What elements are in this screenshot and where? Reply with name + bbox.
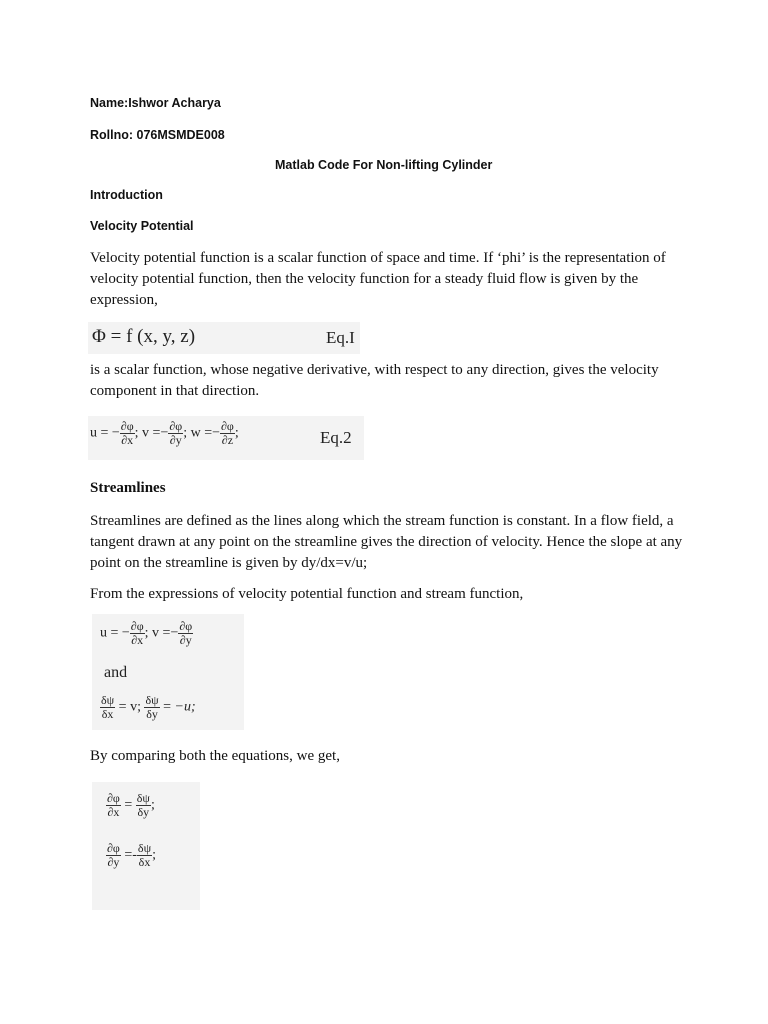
equation-2: u = − $\frac{\partial\varphi}{\partial x}$ ; v =− $\frac{\partial\varphi}{\partial y}$ ; w =− $\frac{\partial\varphi}{\partial z}$ ;	[90, 419, 239, 447]
comparing-paragraph: By comparing both the equations, we get,	[90, 748, 340, 764]
expressions-paragraph: From the expressions of velocity potential function and stream function,	[90, 586, 524, 602]
streamlines-paragraph: Streamlines are defined as the lines along which the stream function is constant. In a flow field, a tangent drawn at any point on the streamline gives the direction of velocity. Hence the slope at any point on the streamline is given by dy/dx=v/u;	[90, 513, 683, 571]
roll-number: Rollno: 076MSMDE008	[90, 128, 225, 142]
scalar-function-paragraph: is a scalar function, whose negative derivative, with respect to any direction, gives the velocity component in that direction.	[90, 362, 659, 399]
equation-3-image	[92, 614, 244, 730]
document-title: Matlab Code For Non-lifting Cylinder	[275, 158, 493, 172]
author-name: Name:Ishwor Acharya	[90, 96, 221, 110]
equation-1-label: Eq.I	[326, 328, 355, 347]
equation-4-second: $\frac{\partial\varphi}{\partial y}$ =- $\frac{\delta\psi}{\delta x}$ ;	[107, 841, 156, 869]
equation-4-image	[92, 782, 200, 910]
velocity-potential-paragraph: Velocity potential function is a scalar function of space and time. If ‘phi’ is the representation of velocity potential function, then the velocity function for a steady fluid flow is given by the expression,	[90, 250, 666, 308]
heading-velocity-potential: Velocity Potential	[90, 219, 194, 233]
and-word: and	[104, 664, 128, 681]
heading-streamlines: Streamlines	[90, 480, 166, 496]
equation-1-image	[88, 322, 360, 354]
equation-4-first: $\frac{\partial\varphi}{\partial x}$ = $\frac{\delta\psi}{\delta y}$ ;	[107, 791, 155, 819]
equation-3-stream: $\frac{\delta\psi}{\delta x}$ = v; $\frac{\delta\psi}{\delta y}$ = −u;	[101, 693, 196, 721]
equation-2-image	[88, 416, 364, 460]
heading-introduction: Introduction	[90, 188, 163, 202]
equation-3-velocity: u = − $\frac{\partial\varphi}{\partial x}$ ; v =− $\frac{\partial\varphi}{\partial y}$	[100, 619, 193, 647]
equation-1: Φ = f (x, y, z)	[92, 326, 196, 347]
equation-2-label: Eq.2	[320, 428, 352, 447]
